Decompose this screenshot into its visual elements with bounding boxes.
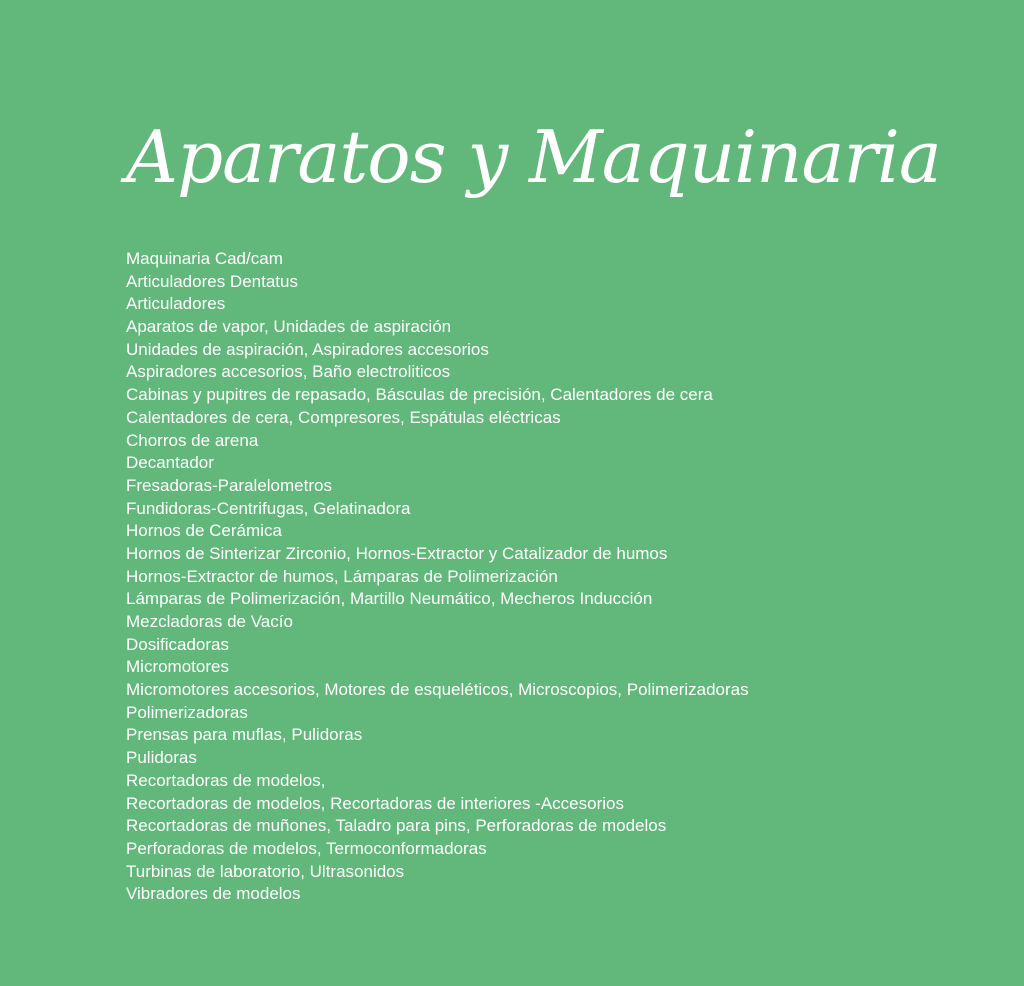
list-item: Vibradores de modelos <box>126 884 301 904</box>
list-item: Recortadoras de muñones, Taladro para pins, Perforadoras de modelos <box>126 816 667 836</box>
list-item: Hornos de Sinterizar Zirconio, Hornos-Extractor y Catalizador de humos <box>126 543 668 563</box>
list-item: Articuladores <box>126 294 226 314</box>
list-item: Polimerizadoras <box>126 702 248 722</box>
list-item: Fresadoras-Paralelometros <box>126 475 332 495</box>
list-item: Micromotores <box>126 657 229 677</box>
list-item: Recortadoras de modelos, <box>126 770 326 790</box>
list-item: Mezcladoras de Vacío <box>126 612 293 631</box>
list-item: Recortadoras de modelos, Recortadoras de interiores -Accesorios <box>126 793 624 813</box>
list-item: Lámparas de Polimerización, Martillo Neumático, Mecheros Inducción <box>126 589 653 609</box>
list-item: Maquinaria Cad/cam <box>126 249 283 268</box>
list-item: Aspiradores accesorios, Baño electroliticos <box>126 362 451 382</box>
list-item: Unidades de aspiración, Aspiradores accesorios <box>126 339 489 359</box>
list-item: Hornos-Extractor de humos, Lámparas de Polimerización <box>126 566 558 586</box>
list-item: Pulidoras <box>126 748 197 768</box>
list-item: Cabinas y pupitres de repasado, Básculas de precisión, Calentadores de cera <box>126 385 713 405</box>
list-item: Turbinas de laboratorio, Ultrasonidos <box>126 861 405 881</box>
category-list <box>126 248 749 906</box>
list-item: Chorros de arena <box>126 430 259 450</box>
list-item: Aparatos de vapor, Unidades de aspiración <box>126 317 452 337</box>
list-item: Micromotores accesorios, Motores de esqueléticos, Microscopios, Polimerizadoras <box>126 680 749 700</box>
list-item: Articuladores Dentatus <box>126 271 298 291</box>
page-title: Aparatos y Maquinaria <box>126 115 941 199</box>
list-item: Prensas para muflas, Pulidoras <box>126 725 363 745</box>
list-item: Decantador <box>126 453 214 473</box>
list-item: Perforadoras de modelos, Termoconformadoras <box>126 838 487 858</box>
list-item: Dosificadoras <box>126 634 229 654</box>
list-item: Calentadores de cera, Compresores, Espátulas eléctricas <box>126 407 561 427</box>
list-item: Hornos de Cerámica <box>126 521 282 541</box>
list-item: Fundidoras-Centrifugas, Gelatinadora <box>126 498 411 518</box>
